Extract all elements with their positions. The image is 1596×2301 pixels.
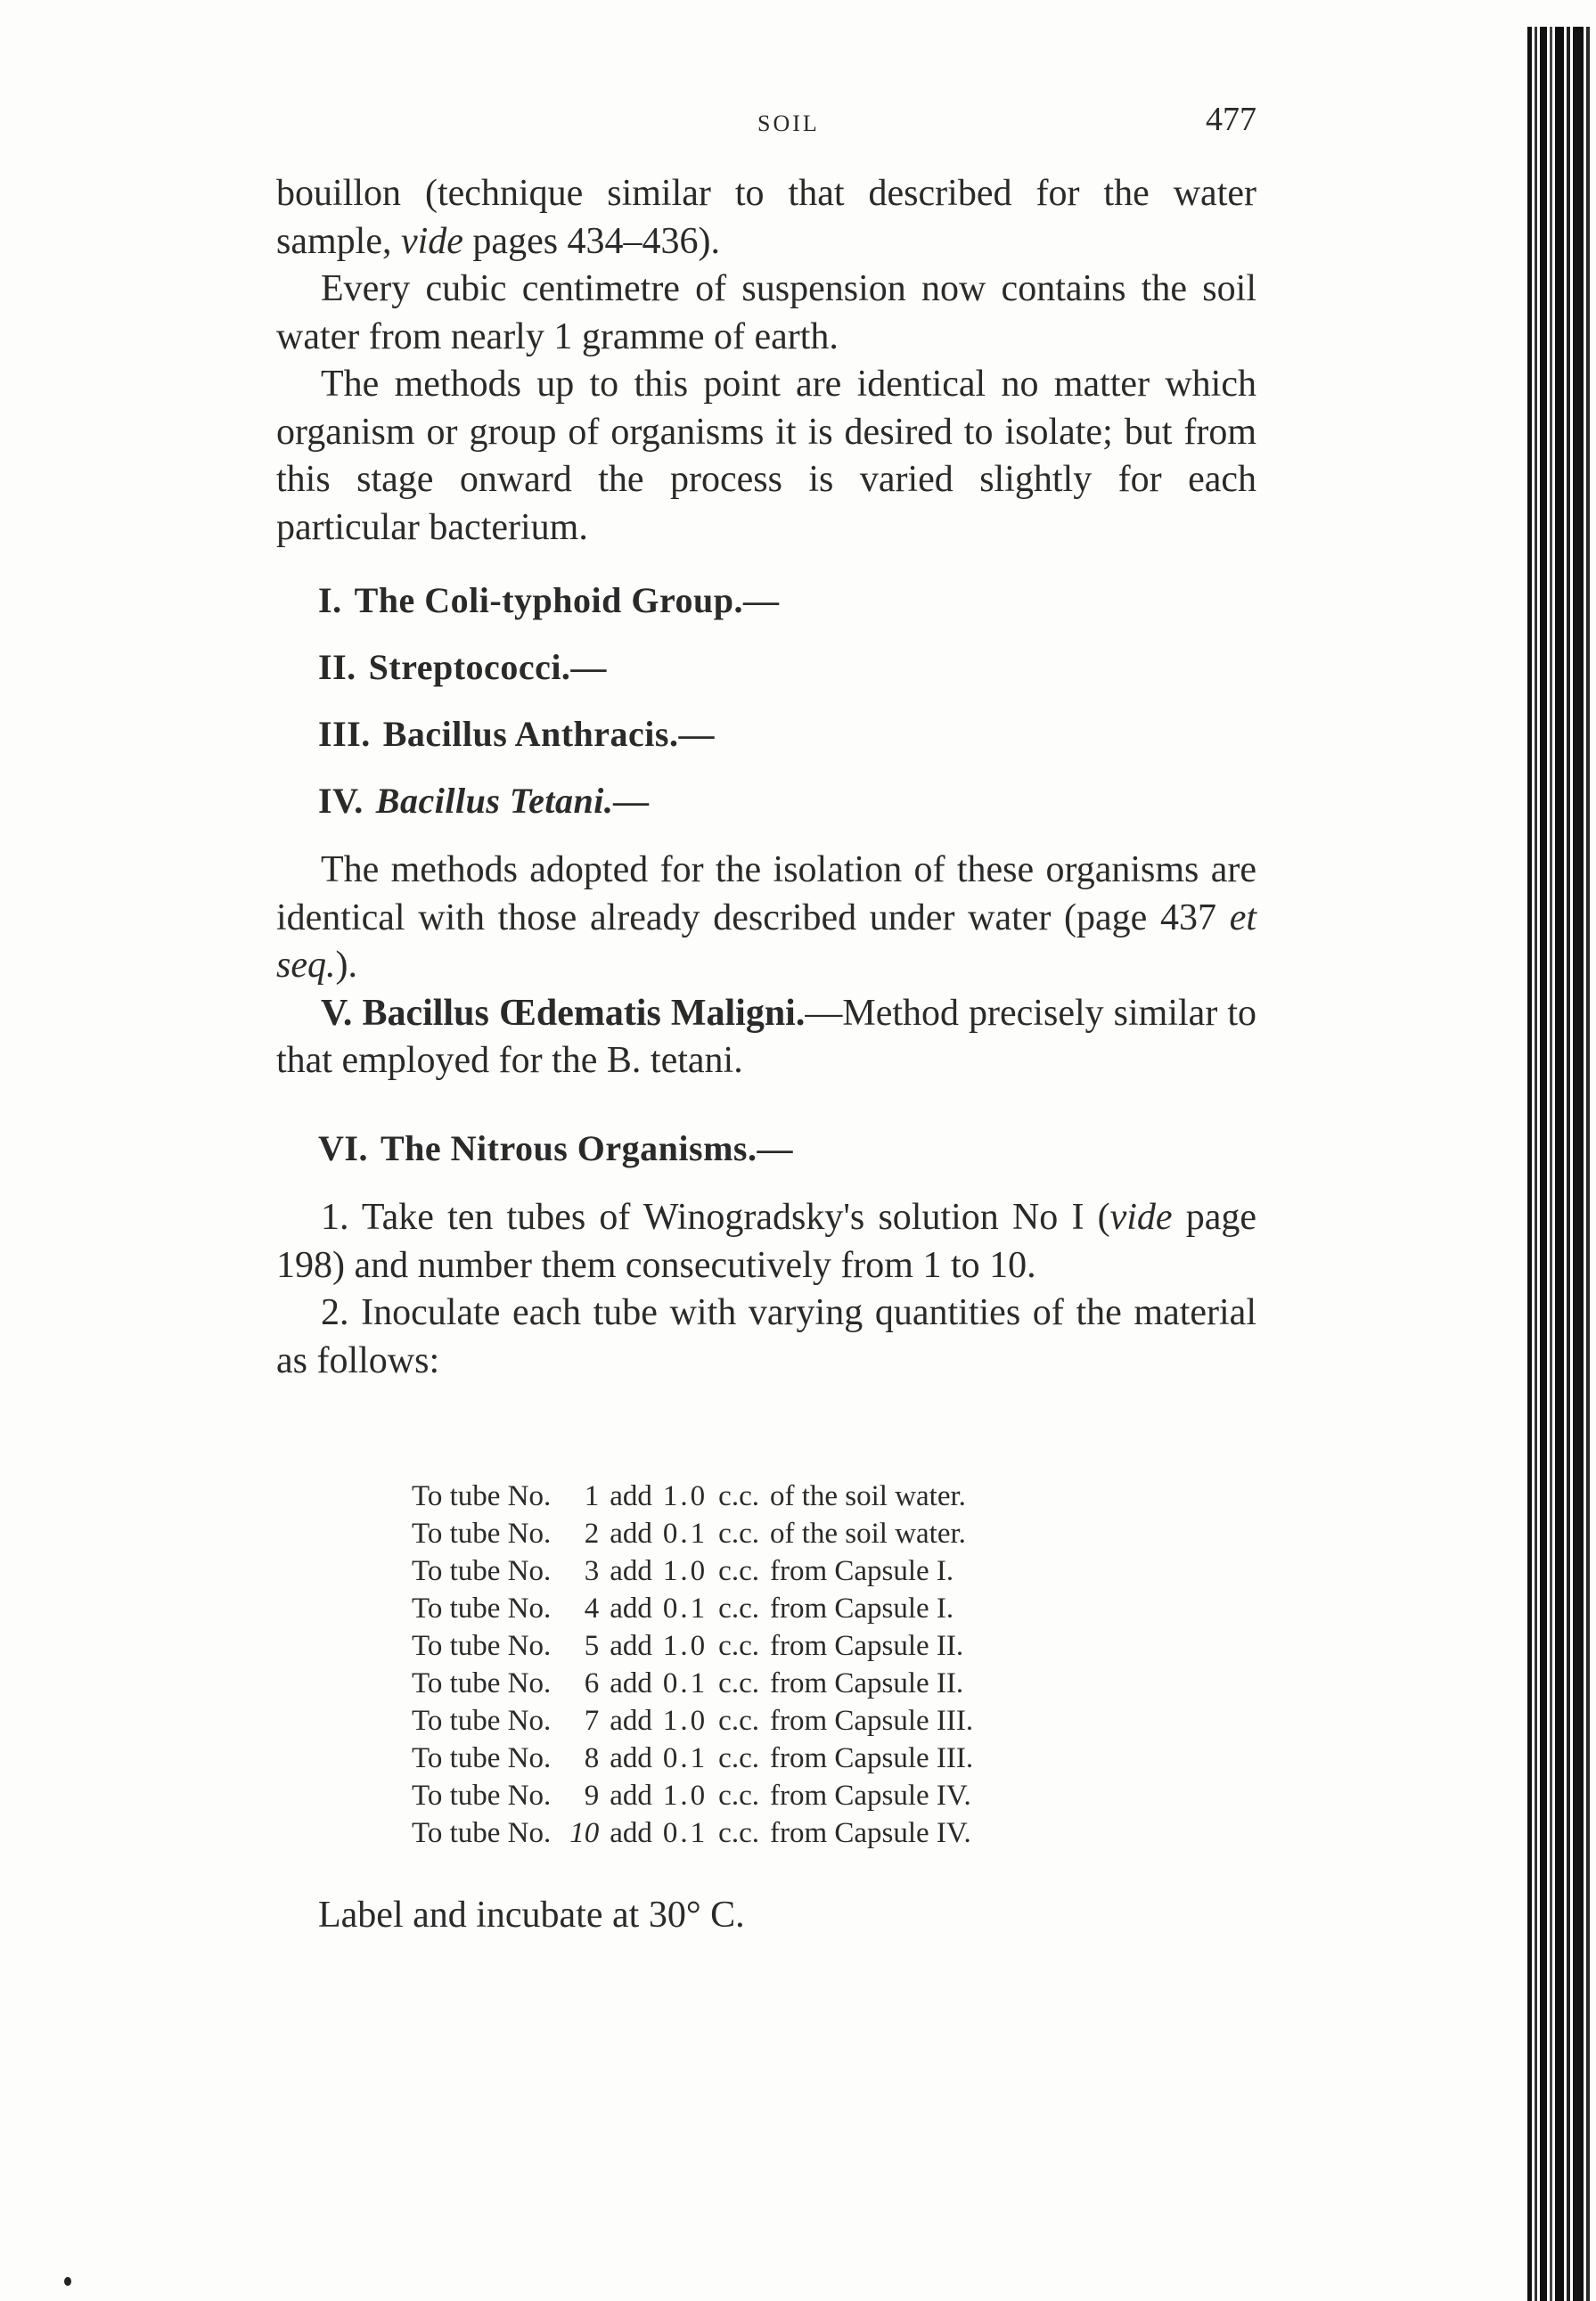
paragraph-bouillon-tail: pages 434–436). (472, 220, 721, 262)
tube-row-number: 6 (584, 1667, 600, 1699)
heading-title: The Coli-typhoid Group.— (354, 580, 780, 620)
paragraph-bouillon (276, 170, 1256, 266)
heading-streptococci (318, 646, 607, 688)
tube-row-label: To tube No. (412, 1817, 552, 1849)
tube-row-quantity: 0.1 (662, 1518, 708, 1550)
steps-text-block (276, 1194, 1256, 1385)
tube-row-source: from Capsule III. (769, 1742, 974, 1774)
tube-row-number: 10 (569, 1817, 600, 1849)
tube-row-label: To tube No. (412, 1705, 552, 1737)
tube-row-add: add (610, 1742, 652, 1774)
step-1-lead: 1. Take ten tubes of Winogradsky's solution No I ( (321, 1197, 1110, 1238)
tube-row-add: add (610, 1780, 652, 1812)
tube-row-label: To tube No. (412, 1593, 552, 1625)
tube-row-source: from Capsule II. (769, 1667, 964, 1699)
tube-row-add: add (610, 1480, 652, 1512)
tube-row-number: 3 (584, 1555, 600, 1587)
tube-row-unit: c.c. (718, 1667, 759, 1699)
heading-coli-typhoid (318, 579, 780, 621)
tube-row-add: add (610, 1555, 652, 1587)
tube-row-quantity: 0.1 (662, 1817, 708, 1849)
tube-row-number: 4 (584, 1593, 600, 1625)
heading-anthracis (318, 713, 715, 755)
step-2: 2. Inoculate each tube with varying quantities of the material as follows: (276, 1292, 1256, 1381)
tube-row-unit: c.c. (718, 1518, 759, 1550)
tube-row-unit: c.c. (718, 1480, 759, 1512)
tube-row-unit: c.c. (718, 1593, 759, 1625)
step-1-tail: page 198) and number them consecutively from 1 to 10. (276, 1197, 1256, 1286)
tube-row-unit: c.c. (718, 1817, 759, 1849)
tube-row-label: To tube No. (412, 1780, 552, 1812)
tube-row (412, 1665, 973, 1702)
tube-row (412, 1515, 973, 1552)
closing-instruction: Label and incubate at 30° C. (318, 1895, 745, 1936)
tube-row (412, 1590, 973, 1627)
intro-text-block (276, 170, 1256, 552)
tube-row (412, 1740, 973, 1777)
tube-row-number: 1 (584, 1480, 600, 1512)
heading-numeral: IV. (318, 781, 364, 821)
tube-row-quantity: 1.0 (662, 1555, 708, 1587)
tube-row-unit: c.c. (718, 1780, 759, 1812)
tube-row-number: 9 (584, 1780, 600, 1812)
tube-row-unit: c.c. (718, 1555, 759, 1587)
tube-row-add: add (610, 1518, 652, 1550)
tube-row-source: from Capsule I. (769, 1593, 954, 1625)
isolation-text-block (276, 847, 1256, 1085)
heading-numeral: II. (318, 647, 356, 687)
paragraph-bouillon-text: bouillon (technique similar to that described for the water sample, (276, 173, 1256, 262)
tube-row-source: of the soil water. (769, 1480, 966, 1512)
tube-row-number: 8 (584, 1742, 600, 1774)
tube-row-add: add (610, 1667, 652, 1699)
isolation-lead: The methods adopted for the isolation of these organisms are identical with those already described under water (page 437 (276, 849, 1256, 938)
tube-row-label: To tube No. (412, 1742, 552, 1774)
heading-numeral: I. (318, 580, 342, 620)
tube-row-label: To tube No. (412, 1630, 552, 1662)
tube-row-label: To tube No. (412, 1555, 552, 1587)
paragraph-oedematis (276, 990, 1256, 1085)
tube-row-quantity: 0.1 (662, 1742, 708, 1774)
tube-row-quantity: 1.0 (662, 1780, 708, 1812)
tube-table-body (412, 1478, 973, 1852)
isolation-tail: ). (335, 945, 357, 986)
tube-row-add: add (610, 1593, 652, 1625)
ink-speck (64, 2277, 71, 2286)
tube-row-number: 7 (584, 1705, 600, 1737)
et-seq-italic: et seq. (276, 897, 1256, 986)
tube-row (412, 1702, 973, 1740)
tube-row-source: of the soil water. (769, 1518, 966, 1550)
section-v-heading: V. Bacillus Œdematis Maligni. (321, 992, 806, 1034)
heading-numeral: III. (318, 714, 371, 754)
tube-row-quantity: 1.0 (662, 1705, 708, 1737)
paragraph-methods: The methods up to this point are identical no matter which organism or group of organisms it is desired to isolate; but from this stage onward the process is varied slightly for each particular bacterium. (276, 364, 1256, 548)
heading-nitrous-organisms (318, 1127, 793, 1169)
tube-row-quantity: 1.0 (662, 1480, 708, 1512)
tube-row-unit: c.c. (718, 1630, 759, 1662)
book-binding-edge (1515, 27, 1596, 2301)
tube-row-source: from Capsule I. (769, 1555, 954, 1587)
tube-row-label: To tube No. (412, 1480, 552, 1512)
paragraph-isolation (276, 847, 1256, 990)
tube-row-unit: c.c. (718, 1705, 759, 1737)
tube-row (412, 1478, 973, 1515)
heading-title: Bacillus Tetani.— (375, 781, 650, 821)
tube-row-label: To tube No. (412, 1667, 552, 1699)
tube-row-add: add (610, 1817, 652, 1849)
tube-row-quantity: 0.1 (662, 1593, 708, 1625)
page-number: 477 (1206, 101, 1256, 138)
step-1 (276, 1194, 1256, 1290)
heading-title: The Nitrous Organisms.— (380, 1128, 793, 1168)
tube-row-add: add (610, 1705, 652, 1737)
vide-italic: vide (400, 220, 463, 262)
tube-row-quantity: 1.0 (662, 1630, 708, 1662)
tube-row-number: 5 (584, 1630, 600, 1662)
heading-tetani (318, 780, 650, 822)
tube-row (412, 1777, 973, 1814)
tube-row-source: from Capsule II. (769, 1630, 964, 1662)
tube-row (412, 1552, 973, 1590)
running-title: SOIL (757, 111, 820, 136)
tube-row-number: 2 (584, 1518, 600, 1550)
heading-numeral: VI. (318, 1128, 368, 1168)
running-head (276, 100, 1256, 153)
tube-row-add: add (610, 1630, 652, 1662)
tube-row (412, 1814, 973, 1852)
tube-row-source: from Capsule III. (769, 1705, 974, 1737)
tube-row (412, 1627, 973, 1665)
paragraph-suspension: Every cubic centimetre of suspension now contains the soil water from nearly 1 gramme of earth. (276, 268, 1256, 357)
tube-row-label: To tube No. (412, 1518, 552, 1550)
tube-row-source: from Capsule IV. (769, 1780, 971, 1812)
section-v-text: —Method precisely similar to that employed for the B. tetani. (276, 992, 1256, 1081)
tube-inoculation-table (412, 1478, 973, 1852)
tube-row-quantity: 0.1 (662, 1667, 708, 1699)
heading-title: Bacillus Anthracis.— (382, 714, 715, 754)
tube-row-unit: c.c. (718, 1742, 759, 1774)
tube-row-source: from Capsule IV. (769, 1817, 971, 1849)
step-1-vide: vide (1109, 1197, 1173, 1238)
heading-title: Streptococci.— (368, 647, 607, 687)
